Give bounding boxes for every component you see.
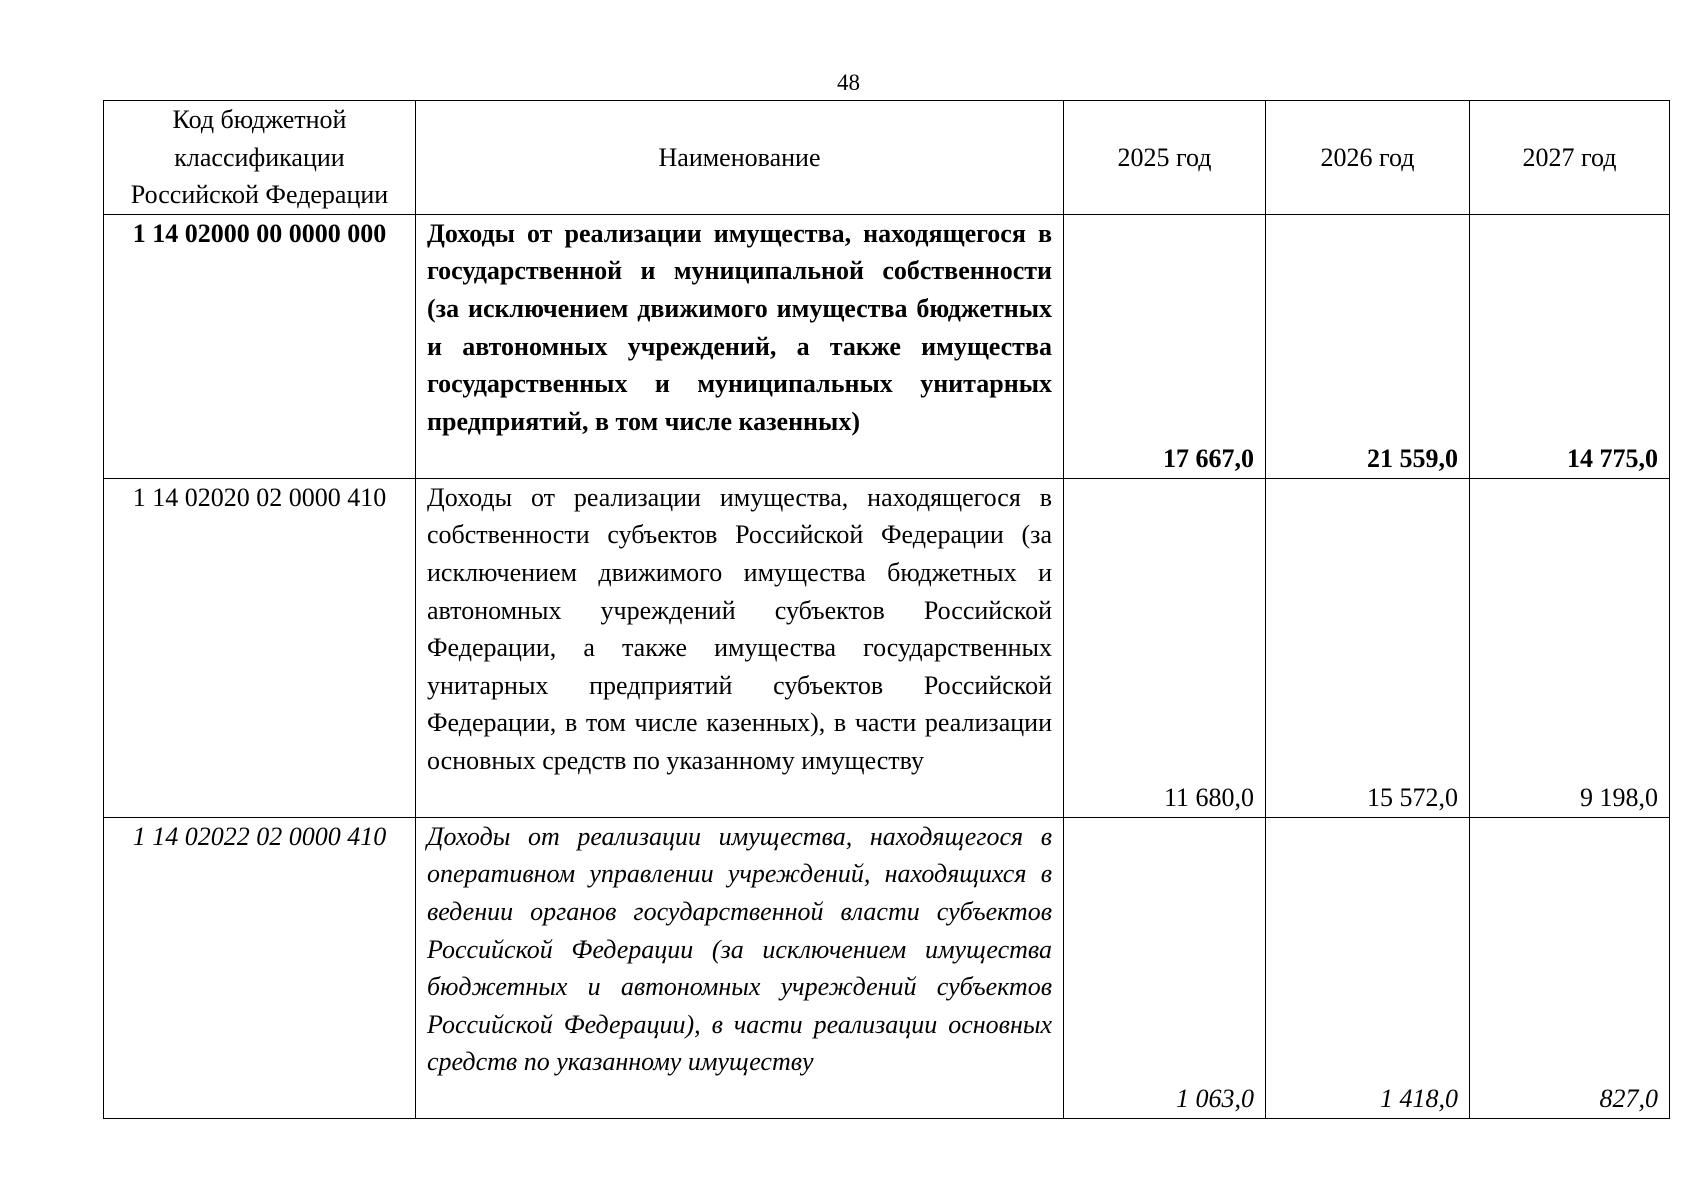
table-row: [104, 478, 1670, 817]
row-code: 1 14 02000 00 0000 000: [104, 214, 416, 478]
table-header-row: [104, 101, 1670, 215]
row-value-2027: 14 775,0: [1470, 214, 1670, 478]
row-value-2026: 15 572,0: [1266, 478, 1470, 817]
header-code: Код бюджетной классификации Российской Федерации: [104, 101, 416, 215]
row-value-2027: 827,0: [1470, 817, 1670, 1118]
row-name: Доходы от реализации имущества, находящегося в государственной и муниципальной собственности (за исключением движимого имущества бюджетных и автономных учреждений, а также имущества государственных и муниципальных унитарных предприятий, в том числе казенных): [416, 214, 1064, 478]
row-value-2027: 9 198,0: [1470, 478, 1670, 817]
row-value-2026: 1 418,0: [1266, 817, 1470, 1118]
row-name: Доходы от реализации имущества, находящегося в оперативном управлении учреждений, находящихся в ведении органов государственной власти субъектов Российской Федерации (за исключением имущества бюджетных и автономных учреждений субъектов Российской Федерации), в части реализации основных средств по указанному имуществу: [416, 817, 1064, 1118]
page-number: 48: [837, 70, 860, 95]
table-row: [104, 214, 1670, 478]
row-value-2025: 17 667,0: [1064, 214, 1266, 478]
row-code: 1 14 02020 02 0000 410: [104, 478, 416, 817]
header-2027: 2027 год: [1470, 101, 1670, 215]
row-name: Доходы от реализации имущества, находящегося в собственности субъектов Российской Федерации (за исключением движимого имущества бюджетных и автономных учреждений субъектов Российской Федерации, а также имущества государственных унитарных предприятий субъектов Российской Федерации, в том числе казенных), в части реализации основных средств по указанному имуществу: [416, 478, 1064, 817]
row-value-2025: 1 063,0: [1064, 817, 1266, 1118]
row-value-2026: 21 559,0: [1266, 214, 1470, 478]
header-name: Наименование: [416, 101, 1064, 215]
row-code: 1 14 02022 02 0000 410: [104, 817, 416, 1118]
budget-revenue-table: [103, 100, 1670, 1119]
header-2026: 2026 год: [1266, 101, 1470, 215]
table-row: [104, 817, 1670, 1118]
row-value-2025: 11 680,0: [1064, 478, 1266, 817]
header-2025: 2025 год: [1064, 101, 1266, 215]
